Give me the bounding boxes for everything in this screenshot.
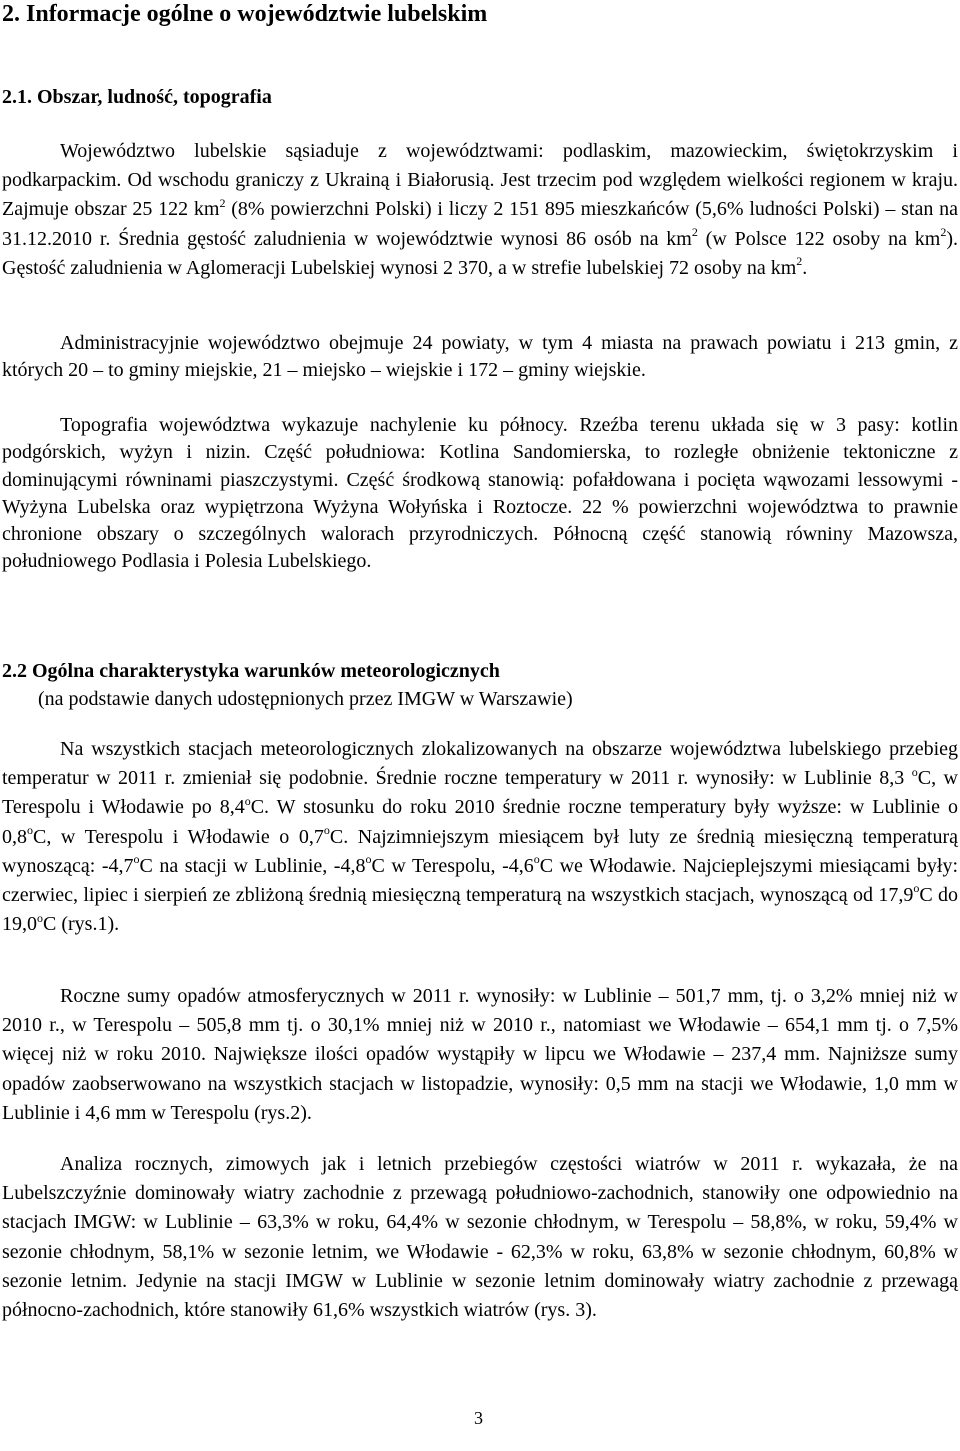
- text-run: Województwo lubelskie sąsiaduje z województwami: podlaskim, mazowieckim, świętokrzyskim i podkarpackim. Od wschodu graniczy z Ukrainą i Białorusią. Jest trzecim pod względem wielkości regionem w kraju. Zajmuje obszar 25 122 km: [2, 140, 958, 221]
- text-run: C we Włodawie. Najcieplejszymi miesiącami były: czerwiec, lipiec i sierpień ze zbliżoną średnią miesięczną temperaturą na wszystkich stacjach, wynoszącą od 17,9: [2, 854, 959, 907]
- degree-sup: o: [27, 822, 33, 837]
- text-run: (w Polsce 122 osoby na km: [697, 227, 941, 250]
- text-run: Na wszystkich stacjach meteorologicznych zlokalizowanych na obszarze województwa lubelskiego przebieg temperatur w 2011 r. zmieniał się podobnie. Średnie roczne temperatury w 2011 r. wynosiły: w Lublinie 8,3: [2, 738, 958, 790]
- degree-sup: o: [133, 852, 140, 867]
- superscript: 2: [940, 224, 947, 239]
- precipitation-paragraph: Roczne sumy opadów atmosferycznych w 2011 r. wynosiły: w Lublinie – 501,7 mm, tj. o 3,2% mniej niż w 2010 r., w Terespolu – 505,8 mm tj. o 30,1% mniej niż w 2010 r., natomiast we Włodawie – 654,1 mm tj. o 7,5% więcej niż w roku 2010. Największe ilości opadów wystąpiły w lipcu we Włodawie – 237,4 mm. Najniższe sumy opadów zaobserwowano na wszystkich stacjach w listopadzie, wynosiły: 0,5 mm na stacji we Włodawie, 1,0 mm w Lublinie i 4,6 mm w Terespolu (rys.2).: [2, 985, 958, 1124]
- degree-sup: o: [365, 852, 372, 867]
- superscript: 2: [691, 224, 698, 239]
- superscript: 2: [219, 195, 226, 210]
- degree-sup: o: [323, 822, 330, 837]
- text-run: C na stacji w Lublinie, -4,8: [139, 854, 366, 877]
- text-run: (8% powierzchni Polski) i liczy 2 151 895 mieszkańców (5,6% ludności Polski) – stan na 31.12.2010 r. Średnia gęstość zaludnienia w województwie wynosi 86 osób na km: [2, 198, 958, 250]
- text-run: C do 19,0: [2, 884, 958, 936]
- subsection-heading: 2.1. Obszar, ludność, topografia: [2, 86, 272, 108]
- text-run: C. Najzimniejszym miesiącem był luty ze średnią miesięczną temperaturą wynoszącą: -4,7: [2, 825, 958, 877]
- text-run: C w Terespolu, -4,6: [371, 854, 534, 877]
- page-number: 3: [474, 1408, 483, 1428]
- degree-sup: o: [244, 793, 251, 808]
- administration-paragraph: Administracyjnie województwo obejmuje 24 powiaty, w tym 4 miasta na prawach powiatu i 213 gmin, z których 20 – to gminy miejskie, 21 – miejsko – wiejskie i 172 – gminy wiejskie.: [2, 332, 958, 382]
- text-run: C, w Terespolu i Włodawie po 8,4: [2, 767, 958, 819]
- source-note: (na podstawie danych udostępnionych przez IMGW w Warszawie): [38, 688, 573, 710]
- section-heading: 2. Informacje ogólne o województwie lubelskim: [2, 1, 488, 27]
- population-paragraph: [2, 137, 958, 283]
- topography-paragraph: Topografia województwa wykazuje nachylenie ku północy. Rzeźba terenu układa się w 3 pasy: kotlin podgórskich, wyżyn i nizin. Część południowa: Kotlina Sandomierska, to rozległe obniżenie tektoniczne z dominującymi równinami piaszczystymi. Część środkową stanowią: pofałdowana i pocięta wąwozami lessowymi - Wyżyna Lubelska oraz wypiętrzona Wyżyna Wołyńska i Roztocze. 22 % powierzchni województwa to prawnie chronione obszary o szczególnych walorach przyrodniczych. Północną część stanowią równiny Mazowsza, południowego Podlasia i Polesia Lubelskiego.: [2, 414, 958, 573]
- text-run: C, w Terespolu i Włodawie o 0,7: [33, 825, 324, 848]
- text-run: C (rys.1).: [43, 913, 120, 936]
- degree-sup: o: [911, 764, 918, 779]
- text-run: C. W stosunku do roku 2010 średnie roczne temperatury były wyższe: w Lublinie o 0,8: [2, 796, 958, 848]
- wind-paragraph: Analiza rocznych, zimowych jak i letnich przebiegów częstości wiatrów w 2011 r. wykazała, że na Lubelszczyźnie dominowały wiatry zachodnie z przewagą południowo-zachodnich, stanowiły one odpowiednio na stacjach IMGW: w Lublinie – 63,3% w roku, 64,4% w sezonie chłodnym, w Terespolu – 58,8%, w roku, 59,4% w sezonie chłodnym, 58,1% w sezonie letnim, we Włodawie - 62,3% w roku, 63,8% w sezonie chłodnym, 60,8% w sezonie letnim. Jedynie na stacji IMGW w Lublinie w sezonie letnim dominowały wiatry zachodnie z przewagą północno-zachodnich, które stanowiły 61,6% wszystkich wiatrów (rys. 3).: [2, 1153, 958, 1322]
- text-run: .: [802, 256, 808, 279]
- degree-sup: o: [533, 852, 540, 867]
- degree-sup: o: [37, 910, 43, 925]
- superscript: 2: [796, 254, 803, 269]
- text-run: ). Gęstość zaludnienia w Aglomeracji Lubelskiej wynosi 2 370, a w strefie lubelskiej 72 osoby na km: [2, 227, 958, 279]
- meteorology-heading: 2.2 Ogólna charakterystyka warunków meteorologicznych: [2, 660, 500, 682]
- temperature-paragraph: [2, 735, 958, 939]
- degree-sup: o: [913, 881, 920, 896]
